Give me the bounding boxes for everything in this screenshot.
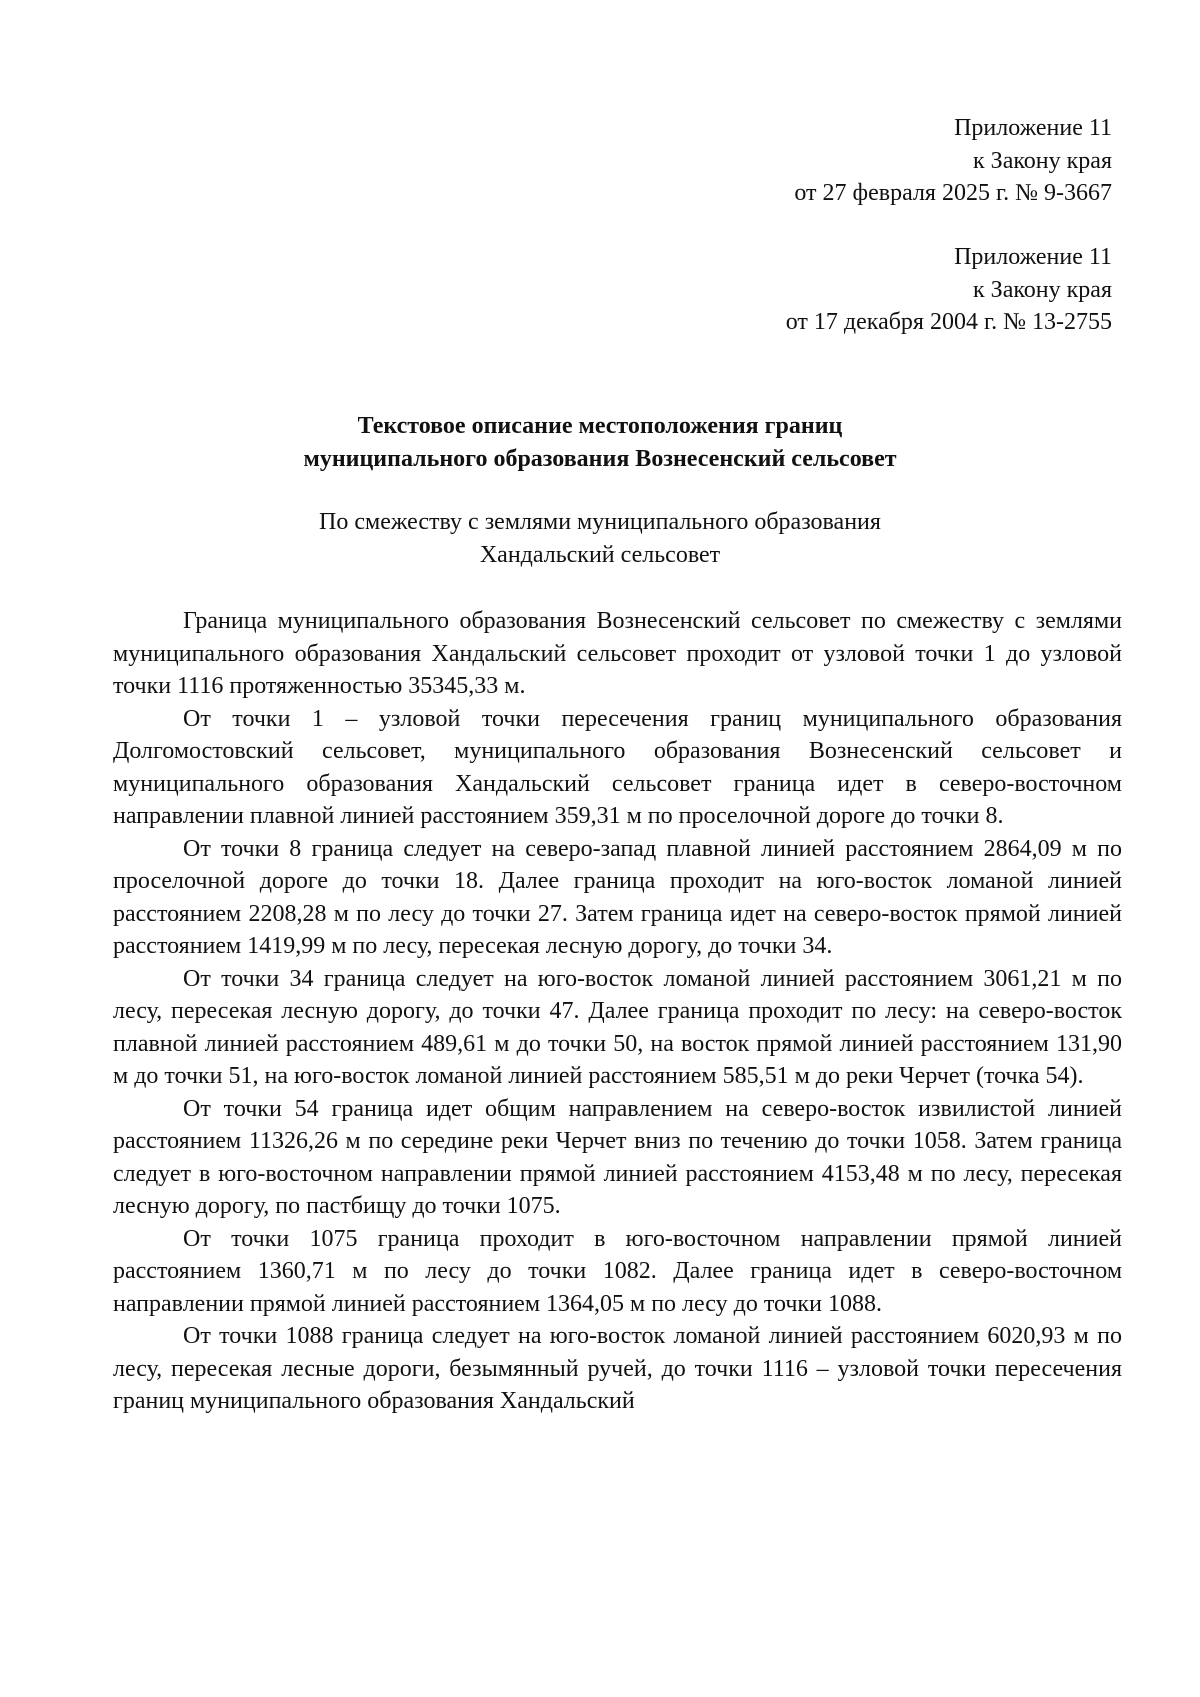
appendix-law-date: от 27 февраля 2025 г. № 9-3667 [794, 180, 1112, 206]
document-title-line: Текстовое описание местоположения границ [357, 413, 843, 439]
appendix-header-current [794, 112, 1112, 210]
body-paragraph: От точки 1088 граница следует на юго-восток ломаной линией расстоянием 6020,93 м по лесу, пересекая лесные дороги, безымянный ручей, до точки 1116 – узловой точки пересечения границ муниципального образования Хандальский [113, 1323, 1122, 1414]
body-paragraph: От точки 34 граница следует на юго-восток ломаной линией расстоянием 3061,21 м по лесу, пересекая лесную дорогу, до точки 47. Далее граница проходит по лесу: на северо-восток плавной линией расстоянием 489,61 м до точки 50, на восток прямой линией расстоянием 131,90 м до точки 51, на юго-восток ломаной линией расстоянием 585,51 м до реки Черчет (точка 54). [113, 965, 1122, 1089]
appendix-number: Приложение 11 [954, 244, 1112, 270]
body-paragraph: От точки 54 граница идет общим направлением на северо-восток извилистой линией расстоянием 11326,26 м по середине реки Черчет вниз по течению до точки 1058. Затем граница следует в юго-восточном направлении прямой линией расстоянием 4153,48 м по лесу, пересекая лесную дорогу, по пастбищу до точки 1075. [113, 1095, 1122, 1219]
appendix-number: Приложение 11 [954, 115, 1112, 141]
document-title-line: муниципального образования Вознесенский сельсовет [303, 445, 897, 472]
document-title [0, 410, 1200, 475]
section-heading [0, 506, 1200, 571]
appendix-law-reference: к Закону края [973, 276, 1112, 303]
body-paragraph: От точки 1075 граница проходит в юго-восточном направлении прямой линией расстоянием 1360,71 м по лесу до точки 1082. Далее граница идет в северо-восточном направлении прямой линией расстоянием 1364,05 м по лесу до точки 1088. [113, 1225, 1122, 1317]
section-heading-line: По смежеству с землями муниципального образования [319, 509, 881, 535]
appendix-header-original [786, 241, 1112, 339]
appendix-law-reference: к Закону края [973, 147, 1112, 174]
body-paragraph: Граница муниципального образования Вознесенский сельсовет по смежеству с землями муниципального образования Хандальский сельсовет проходит от узловой точки 1 до узловой точки 1116 протяженностью 35345,33 м. [113, 608, 1122, 699]
appendix-law-date: от 17 декабря 2004 г. № 13-2755 [785, 309, 1112, 335]
section-heading-line: Хандальский сельсовет [479, 541, 721, 568]
document-body [113, 605, 1122, 1418]
body-paragraph: От точки 8 граница следует на северо-запад плавной линией расстоянием 2864,09 м по проселочной дороге до точки 18. Далее граница проходит на юго-восток ломаной линией расстоянием 2208,28 м по лесу до точки 27. Затем граница идет на северо-восток прямой линией расстоянием 1419,99 м по лесу, пересекая лесную дорогу, до точки 34. [113, 835, 1122, 959]
body-paragraph: От точки 1 – узловой точки пересечения границ муниципального образования Долгомостовский сельсовет, муниципального образования Вознесенский сельсовет и муниципального образования Хандальский сельсовет граница идет в северо-восточном направлении плавной линией расстоянием 359,31 м по проселочной дороге до точки 8. [113, 705, 1122, 829]
